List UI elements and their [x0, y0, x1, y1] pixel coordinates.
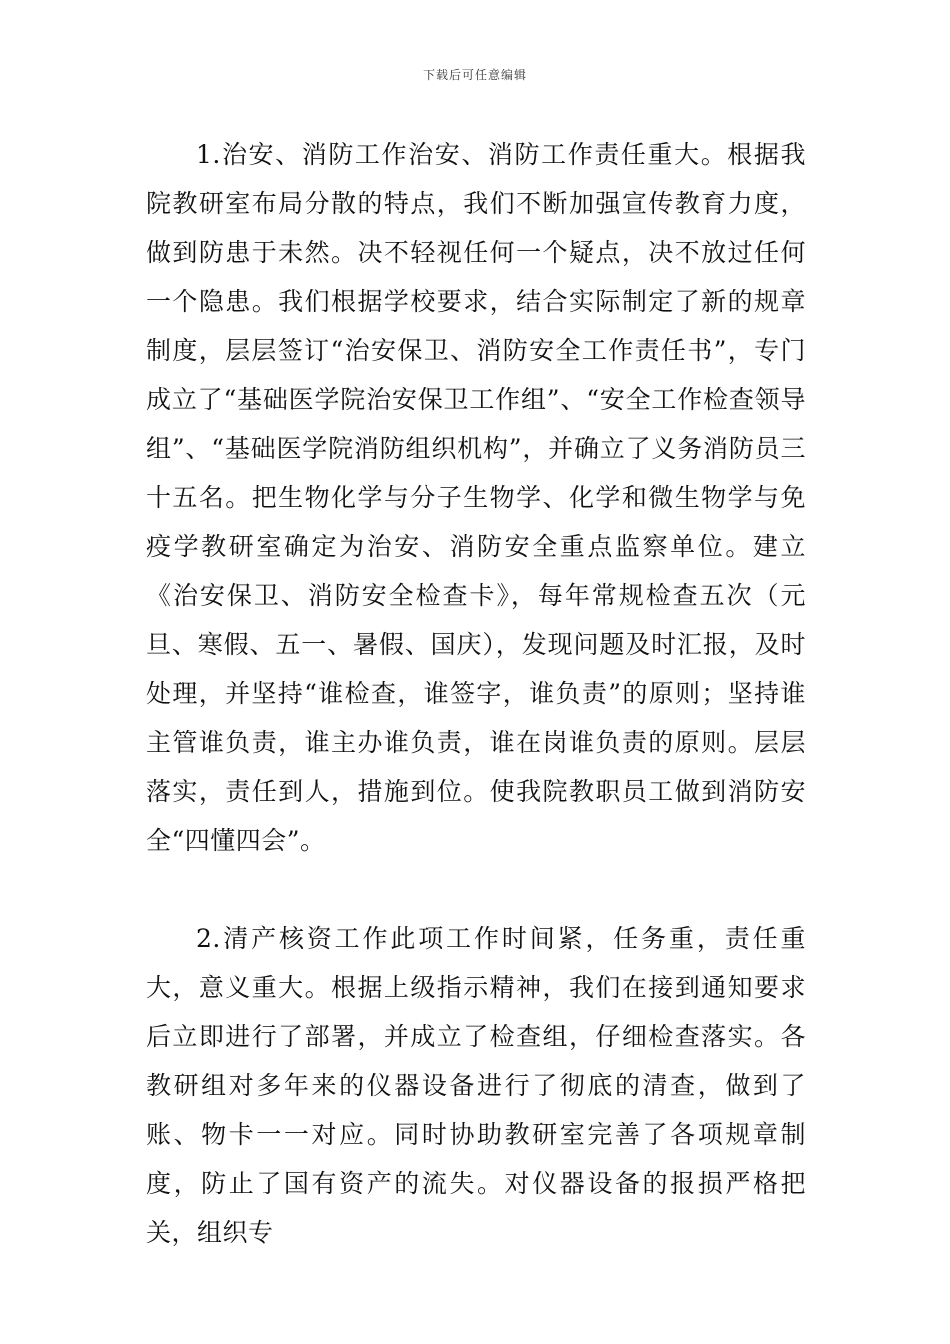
paragraph-spacer: [146, 865, 806, 914]
document-body: [146, 130, 806, 1257]
page-header-note: 下载后可任意编辑: [422, 68, 527, 82]
paragraph-asset-inventory: 2.清产核资工作此项工作时间紧，任务重，责任重大，意义重大。根据上级指示精神，我们在接到通知要求后立即进行了部署，并成立了检查组，仔细检查落实。各教研组对多年来的仪器设备进行了彻底的清查，做到了账、物卡一一对应。同时协助教研室完善了各项规章制度，防止了国有资产的流失。对仪器设备的报损严格把关，组织专: [146, 924, 806, 1247]
paragraph-security-fire: 1.治安、消防工作治安、消防工作责任重大。根据我院教研室布局分散的特点，我们不断加强宣传教育力度，做到防患于未然。决不轻视任何一个疑点，决不放过任何一个隐患。我们根据学校要求，结合实际制定了新的规章制度，层层签订“治安保卫、消防安全工作责任书”，专门成立了“基础医学院治安保卫工作组”、“安全工作检查领导组”、“基础医学院消防组织机构”，并确立了义务消防员三十五名。把生物化学与分子生物学、化学和微生物学与免疫学教研室确定为治安、消防安全重点监察单位。建立《治安保卫、消防安全检查卡》，每年常规检查五次（元旦、寒假、五一、暑假、国庆），发现问题及时汇报，及时处理，并坚持“谁检查，谁签字，谁负责”的原则；坚持谁主管谁负责，谁主办谁负责，谁在岗谁负责的原则。层层落实，责任到人，措施到位。使我院教职员工做到消防安全“四懂四会”。: [146, 140, 806, 855]
